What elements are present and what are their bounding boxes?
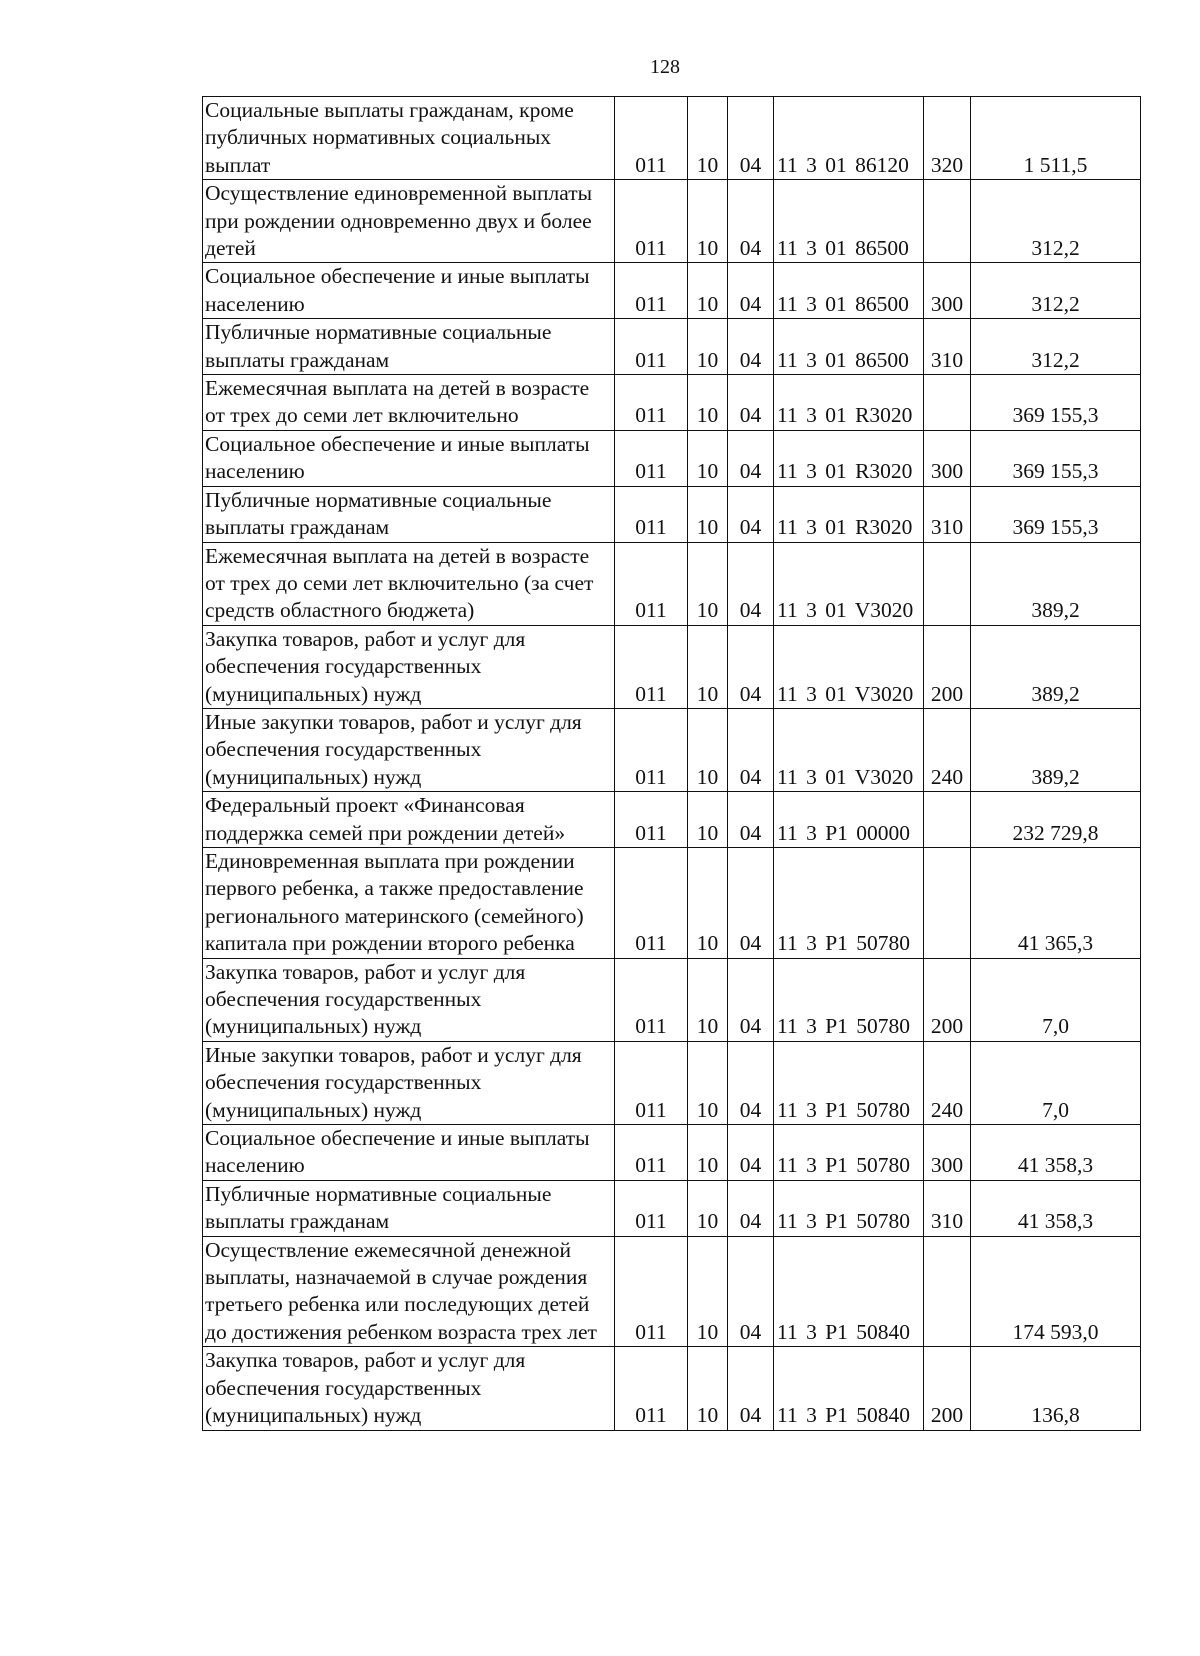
amount-cell: 369 155,3 (971, 375, 1141, 431)
expense-type-cell: 200 (924, 1347, 971, 1430)
table-row (203, 542, 1141, 625)
expense-name-cell: Иные закупки товаров, работ и услуг для обеспечения государственных (муниципальных) нужд (203, 1041, 615, 1124)
section-code-cell: 10 (688, 708, 728, 791)
expense-name-cell: Социальные выплаты гражданам, кроме публичных нормативных социальных выплат (203, 97, 615, 180)
ministry-code-cell: 011 (615, 625, 688, 708)
ministry-code-cell: 011 (615, 1236, 688, 1347)
subsection-code-cell: 04 (728, 1180, 774, 1236)
table-row (203, 1180, 1141, 1236)
table-row (203, 958, 1141, 1041)
target-article-cell: 11 3 P1 50780 (774, 1180, 924, 1236)
target-article-cell: 11 3 P1 50840 (774, 1236, 924, 1347)
target-article-cell: 11 3 01 V3020 (774, 708, 924, 791)
section-code-cell: 10 (688, 180, 728, 263)
expense-name-cell: Ежемесячная выплата на детей в возрасте от трех до семи лет включительно (203, 375, 615, 431)
expense-name-cell: Публичные нормативные социальные выплаты гражданам (203, 486, 615, 542)
budget-table (202, 96, 1141, 1431)
target-article-cell: 11 3 01 86120 (774, 97, 924, 180)
expense-type-cell (924, 375, 971, 431)
subsection-code-cell: 04 (728, 958, 774, 1041)
section-code-cell: 10 (688, 430, 728, 486)
ministry-code-cell: 011 (615, 958, 688, 1041)
expense-name-cell: Публичные нормативные социальные выплаты гражданам (203, 319, 615, 375)
table-row (203, 625, 1141, 708)
expense-type-cell: 310 (924, 1180, 971, 1236)
target-article-cell: 11 3 01 R3020 (774, 430, 924, 486)
ministry-code-cell: 011 (615, 180, 688, 263)
ministry-code-cell: 011 (615, 847, 688, 958)
amount-cell: 174 593,0 (971, 1236, 1141, 1347)
table-row (203, 319, 1141, 375)
section-code-cell: 10 (688, 847, 728, 958)
target-article-cell: 11 3 P1 50780 (774, 1041, 924, 1124)
subsection-code-cell: 04 (728, 1236, 774, 1347)
expense-type-cell: 200 (924, 625, 971, 708)
amount-cell: 369 155,3 (971, 430, 1141, 486)
expense-name-cell: Осуществление единовременной выплаты при рождении одновременно двух и более детей (203, 180, 615, 263)
target-article-cell: 11 3 01 V3020 (774, 542, 924, 625)
target-article-cell: 11 3 01 R3020 (774, 375, 924, 431)
target-article-cell: 11 3 01 86500 (774, 319, 924, 375)
table-row (203, 1125, 1141, 1181)
section-code-cell: 10 (688, 1125, 728, 1181)
subsection-code-cell: 04 (728, 1347, 774, 1430)
expense-type-cell: 240 (924, 1041, 971, 1124)
ministry-code-cell: 011 (615, 792, 688, 848)
subsection-code-cell: 04 (728, 708, 774, 791)
expense-name-cell: Иные закупки товаров, работ и услуг для обеспечения государственных (муниципальных) нужд (203, 708, 615, 791)
section-code-cell: 10 (688, 1180, 728, 1236)
table-row (203, 486, 1141, 542)
ministry-code-cell: 011 (615, 97, 688, 180)
table-row (203, 1347, 1141, 1430)
amount-cell: 232 729,8 (971, 792, 1141, 848)
target-article-cell: 11 3 P1 00000 (774, 792, 924, 848)
target-article-cell: 11 3 P1 50780 (774, 847, 924, 958)
table-row (203, 1041, 1141, 1124)
section-code-cell: 10 (688, 625, 728, 708)
ministry-code-cell: 011 (615, 430, 688, 486)
table-row (203, 430, 1141, 486)
amount-cell: 41 358,3 (971, 1180, 1141, 1236)
amount-cell: 7,0 (971, 1041, 1141, 1124)
section-code-cell: 10 (688, 375, 728, 431)
amount-cell: 1 511,5 (971, 97, 1141, 180)
expense-name-cell: Осуществление ежемесячной денежной выплаты, назначаемой в случае рождения третьего ребенка или последующих детей до достижения ребенком возраста трех лет (203, 1236, 615, 1347)
subsection-code-cell: 04 (728, 1041, 774, 1124)
amount-cell: 312,2 (971, 263, 1141, 319)
subsection-code-cell: 04 (728, 430, 774, 486)
target-article-cell: 11 3 P1 50840 (774, 1347, 924, 1430)
subsection-code-cell: 04 (728, 375, 774, 431)
amount-cell: 312,2 (971, 180, 1141, 263)
expense-name-cell: Социальное обеспечение и иные выплаты населению (203, 1125, 615, 1181)
section-code-cell: 10 (688, 319, 728, 375)
ministry-code-cell: 011 (615, 1180, 688, 1236)
amount-cell: 41 358,3 (971, 1125, 1141, 1181)
amount-cell: 7,0 (971, 958, 1141, 1041)
expense-type-cell: 300 (924, 430, 971, 486)
expense-name-cell: Публичные нормативные социальные выплаты гражданам (203, 1180, 615, 1236)
amount-cell: 389,2 (971, 625, 1141, 708)
ministry-code-cell: 011 (615, 1125, 688, 1181)
ministry-code-cell: 011 (615, 375, 688, 431)
expense-name-cell: Социальное обеспечение и иные выплаты населению (203, 263, 615, 319)
table-row (203, 847, 1141, 958)
table-row (203, 180, 1141, 263)
amount-cell: 389,2 (971, 708, 1141, 791)
subsection-code-cell: 04 (728, 625, 774, 708)
expense-type-cell (924, 792, 971, 848)
section-code-cell: 10 (688, 1347, 728, 1430)
table-row (203, 708, 1141, 791)
table-body (203, 97, 1141, 1431)
section-code-cell: 10 (688, 97, 728, 180)
expense-name-cell: Закупка товаров, работ и услуг для обеспечения государственных (муниципальных) нужд (203, 625, 615, 708)
target-article-cell: 11 3 P1 50780 (774, 958, 924, 1041)
amount-cell: 389,2 (971, 542, 1141, 625)
expense-type-cell: 300 (924, 263, 971, 319)
section-code-cell: 10 (688, 263, 728, 319)
table-row (203, 263, 1141, 319)
table-row (203, 375, 1141, 431)
subsection-code-cell: 04 (728, 263, 774, 319)
subsection-code-cell: 04 (728, 847, 774, 958)
subsection-code-cell: 04 (728, 486, 774, 542)
section-code-cell: 10 (688, 1236, 728, 1347)
ministry-code-cell: 011 (615, 542, 688, 625)
subsection-code-cell: 04 (728, 319, 774, 375)
expense-type-cell: 310 (924, 319, 971, 375)
ministry-code-cell: 011 (615, 319, 688, 375)
table-row (203, 1236, 1141, 1347)
target-article-cell: 11 3 01 86500 (774, 263, 924, 319)
table-row (203, 97, 1141, 180)
ministry-code-cell: 011 (615, 1041, 688, 1124)
target-article-cell: 11 3 01 86500 (774, 180, 924, 263)
page-number: 128 (650, 56, 680, 78)
expense-type-cell: 240 (924, 708, 971, 791)
section-code-cell: 10 (688, 1041, 728, 1124)
section-code-cell: 10 (688, 958, 728, 1041)
amount-cell: 369 155,3 (971, 486, 1141, 542)
expense-name-cell: Закупка товаров, работ и услуг для обеспечения государственных (муниципальных) нужд (203, 1347, 615, 1430)
expense-type-cell (924, 847, 971, 958)
expense-name-cell: Ежемесячная выплата на детей в возрасте от трех до семи лет включительно (за счет средств областного бюджета) (203, 542, 615, 625)
expense-name-cell: Социальное обеспечение и иные выплаты населению (203, 430, 615, 486)
subsection-code-cell: 04 (728, 180, 774, 263)
amount-cell: 312,2 (971, 319, 1141, 375)
subsection-code-cell: 04 (728, 97, 774, 180)
ministry-code-cell: 011 (615, 263, 688, 319)
section-code-cell: 10 (688, 486, 728, 542)
subsection-code-cell: 04 (728, 1125, 774, 1181)
expense-type-cell: 200 (924, 958, 971, 1041)
expense-type-cell: 320 (924, 97, 971, 180)
table-row (203, 792, 1141, 848)
target-article-cell: 11 3 01 V3020 (774, 625, 924, 708)
target-article-cell: 11 3 01 R3020 (774, 486, 924, 542)
expense-type-cell: 300 (924, 1125, 971, 1181)
expense-name-cell: Единовременная выплата при рождении первого ребенка, а также предоставление регионального материнского (семейного) капитала при рождении второго ребенка (203, 847, 615, 958)
amount-cell: 136,8 (971, 1347, 1141, 1430)
expense-name-cell: Закупка товаров, работ и услуг для обеспечения государственных (муниципальных) нужд (203, 958, 615, 1041)
expense-type-cell: 310 (924, 486, 971, 542)
subsection-code-cell: 04 (728, 542, 774, 625)
section-code-cell: 10 (688, 792, 728, 848)
expense-type-cell (924, 542, 971, 625)
amount-cell: 41 365,3 (971, 847, 1141, 958)
expense-type-cell (924, 180, 971, 263)
ministry-code-cell: 011 (615, 486, 688, 542)
expense-name-cell: Федеральный проект «Финансовая поддержка семей при рождении детей» (203, 792, 615, 848)
ministry-code-cell: 011 (615, 1347, 688, 1430)
expense-type-cell (924, 1236, 971, 1347)
section-code-cell: 10 (688, 542, 728, 625)
ministry-code-cell: 011 (615, 708, 688, 791)
subsection-code-cell: 04 (728, 792, 774, 848)
target-article-cell: 11 3 P1 50780 (774, 1125, 924, 1181)
